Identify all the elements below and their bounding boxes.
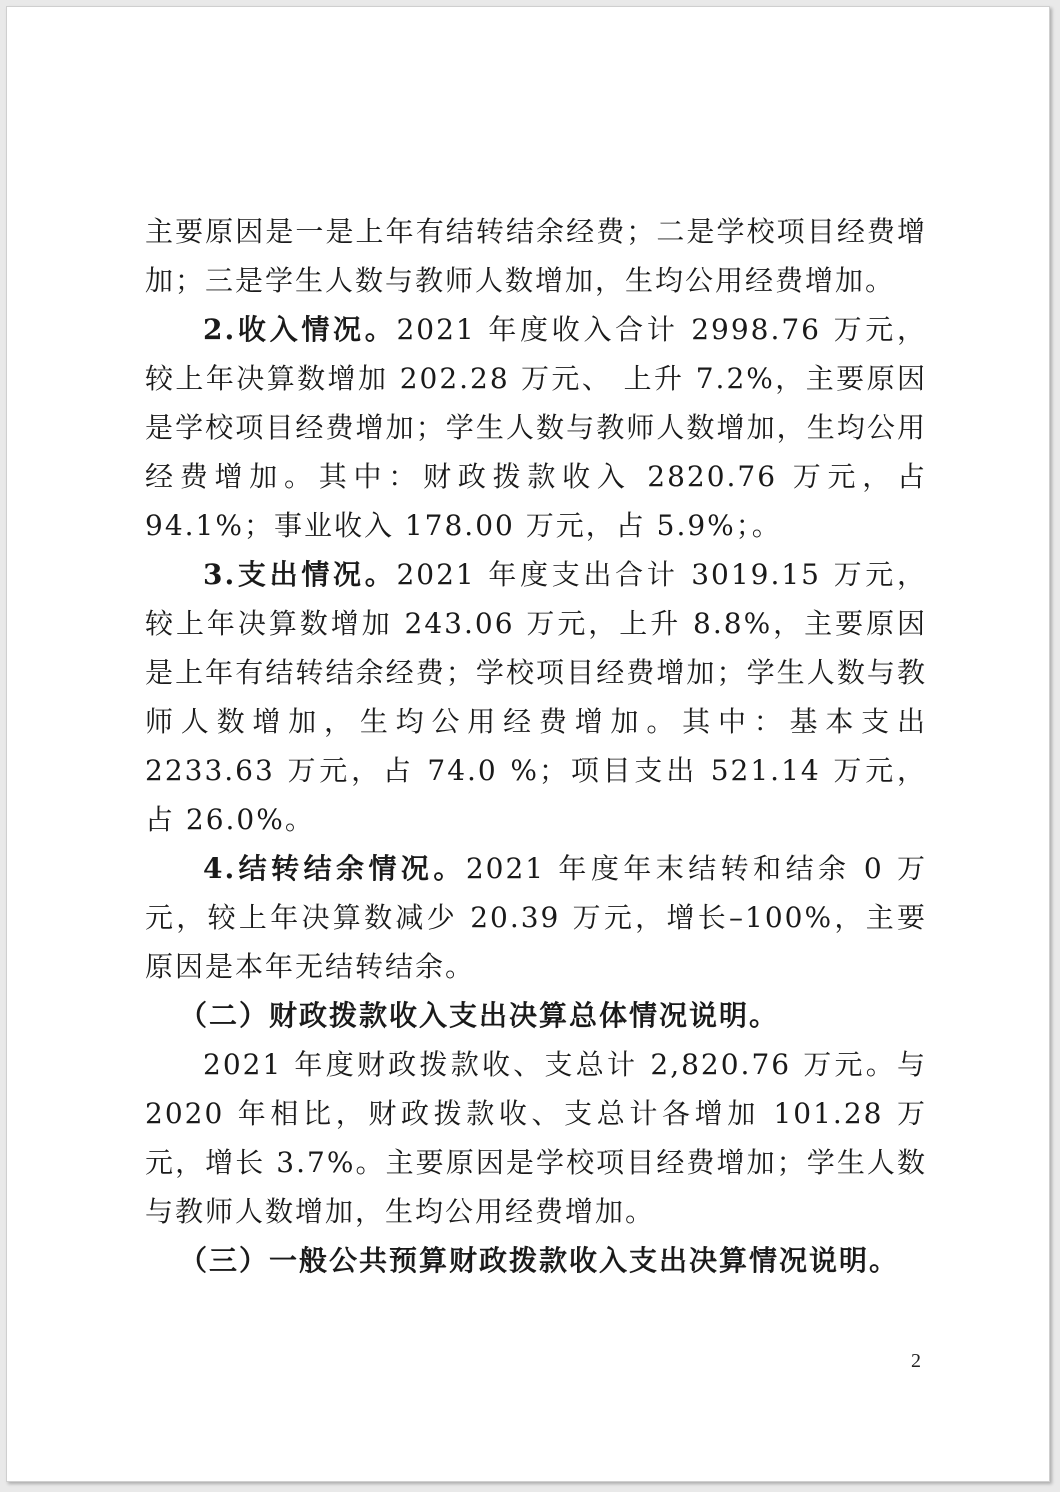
- income-body: 2021 年度收入合计 2998.76 万元，较上年决算数增加 202.28 万元、 上升 7.2%，主要原因是学校项目经费增加；学生人数与教师人数增加，生均公用经费增加。其中：财政拨款收入 2820.76 万元，占 94.1%；事业收入 178.00 万元，占 5.9%；。: [145, 313, 928, 542]
- page-content: [145, 207, 927, 1285]
- carryover-body: 2021 年度年末结转和结余 0 万元，较上年决算数减少 20.39 万元，增长–100%，主要原因是本年无结转结余。: [145, 852, 927, 983]
- carryover-title: 4.结转结余情况。: [203, 852, 466, 885]
- paragraph-income: [145, 305, 927, 550]
- section-2-body: 2021 年度财政拨款收、支总计 2,820.76 万元。与 2020 年相比，财政拨款收、支总计各增加 101.28 万元，增长 3.7%。主要原因是学校项目经费增加；学生人数与教师人数增加，生均公用经费增加。: [145, 1048, 927, 1228]
- expense-body: 2021 年度支出合计 3019.15 万元，较上年决算数增加 243.06 万元，上升 8.8%，主要原因是上年有结转结余经费；学校项目经费增加；学生人数与教师人数增加，生均公用经费增加。其中：基本支出 2233.63 万元，占 74.0 %；项目支出 521.14 万元，占 26.0%。: [145, 558, 928, 836]
- paragraph-reasons: 主要原因是一是上年有结转结余经费；二是学校项目经费增加；三是学生人数与教师人数增加，生均公用经费增加。: [145, 215, 927, 297]
- section-3-heading: （三）一般公共预算财政拨款收入支出决算情况说明。: [179, 1244, 900, 1277]
- expense-title: 3.支出情况。: [203, 558, 397, 591]
- page-number: 2: [911, 1350, 921, 1372]
- document-page: [6, 6, 1050, 1482]
- paragraph-carryover: [145, 844, 927, 991]
- section-2-heading: （二）财政拨款收入支出决算总体情况说明。: [179, 999, 780, 1032]
- income-title: 2.收入情况。: [203, 313, 397, 346]
- paragraph-expense: [145, 550, 927, 844]
